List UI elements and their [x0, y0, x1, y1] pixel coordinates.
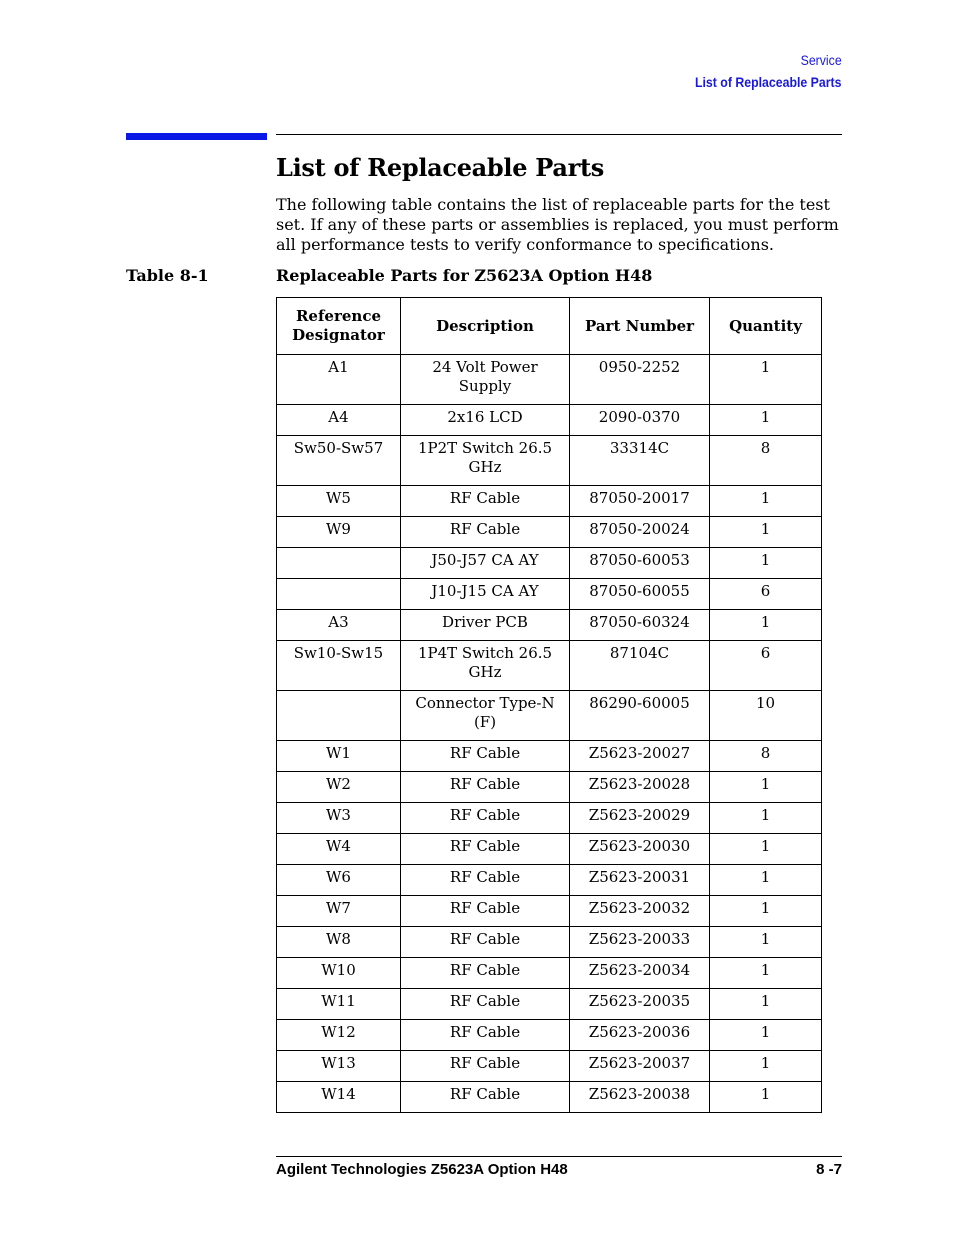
table-row: [277, 355, 822, 405]
parts-table: [276, 297, 822, 1113]
table-row: [277, 989, 822, 1020]
table-row: [277, 803, 822, 834]
table-row: [277, 405, 822, 436]
cell-reference: [277, 579, 401, 610]
cell-reference: Sw50-Sw57: [277, 436, 401, 486]
cell-reference: W5: [277, 486, 401, 517]
cell-description: RF Cable: [401, 803, 570, 834]
cell-quantity: 8: [710, 741, 822, 772]
cell-quantity: 1: [710, 834, 822, 865]
cell-reference: W2: [277, 772, 401, 803]
cell-part-number: Z5623-20030: [570, 834, 710, 865]
table-row: [277, 610, 822, 641]
cell-quantity: 1: [710, 927, 822, 958]
cell-description: 1P4T Switch 26.5 GHz: [401, 641, 570, 691]
cell-quantity: 8: [710, 436, 822, 486]
cell-part-number: Z5623-20038: [570, 1082, 710, 1113]
cell-part-number: Z5623-20037: [570, 1051, 710, 1082]
cell-quantity: 1: [710, 896, 822, 927]
cell-part-number: 87050-60324: [570, 610, 710, 641]
cell-description: Connector Type-N (F): [401, 691, 570, 741]
accent-bar: [126, 133, 267, 140]
cell-part-number: Z5623-20029: [570, 803, 710, 834]
header-section-link[interactable]: Service: [800, 52, 842, 68]
cell-description: RF Cable: [401, 772, 570, 803]
page-title: List of Replaceable Parts: [276, 153, 604, 182]
table-row: [277, 834, 822, 865]
cell-reference: W10: [277, 958, 401, 989]
cell-reference: W7: [277, 896, 401, 927]
cell-part-number: 87104C: [570, 641, 710, 691]
cell-reference: [277, 691, 401, 741]
cell-description: RF Cable: [401, 896, 570, 927]
cell-part-number: 86290-60005: [570, 691, 710, 741]
cell-description: 24 Volt Power Supply: [401, 355, 570, 405]
cell-reference: Sw10-Sw15: [277, 641, 401, 691]
cell-quantity: 1: [710, 865, 822, 896]
table-row: [277, 579, 822, 610]
cell-reference: W14: [277, 1082, 401, 1113]
cell-reference: W1: [277, 741, 401, 772]
cell-description: RF Cable: [401, 741, 570, 772]
table-row: [277, 691, 822, 741]
cell-quantity: 1: [710, 548, 822, 579]
cell-reference: W8: [277, 927, 401, 958]
table-row: [277, 741, 822, 772]
cell-description: RF Cable: [401, 958, 570, 989]
cell-reference: W3: [277, 803, 401, 834]
cell-description: RF Cable: [401, 989, 570, 1020]
cell-reference: [277, 548, 401, 579]
cell-quantity: 10: [710, 691, 822, 741]
table-row: [277, 641, 822, 691]
cell-quantity: 1: [710, 772, 822, 803]
cell-quantity: 6: [710, 579, 822, 610]
table-row: [277, 896, 822, 927]
table-row: [277, 517, 822, 548]
cell-reference: W13: [277, 1051, 401, 1082]
cell-quantity: 6: [710, 641, 822, 691]
table-row: [277, 1051, 822, 1082]
cell-part-number: Z5623-20036: [570, 1020, 710, 1051]
cell-description: J50-J57 CA AY: [401, 548, 570, 579]
cell-reference: W4: [277, 834, 401, 865]
cell-part-number: Z5623-20035: [570, 989, 710, 1020]
cell-description: RF Cable: [401, 486, 570, 517]
cell-quantity: 1: [710, 989, 822, 1020]
cell-description: RF Cable: [401, 834, 570, 865]
table-row: [277, 958, 822, 989]
bottom-rule: [276, 1156, 842, 1157]
cell-description: RF Cable: [401, 1082, 570, 1113]
cell-quantity: 1: [710, 355, 822, 405]
cell-reference: W11: [277, 989, 401, 1020]
table-row: [277, 1082, 822, 1113]
cell-part-number: Z5623-20027: [570, 741, 710, 772]
table-header-row: [277, 298, 822, 355]
table-row: [277, 436, 822, 486]
cell-reference: A3: [277, 610, 401, 641]
cell-quantity: 1: [710, 405, 822, 436]
cell-reference: W9: [277, 517, 401, 548]
cell-reference: W6: [277, 865, 401, 896]
table-row: [277, 772, 822, 803]
cell-quantity: 1: [710, 958, 822, 989]
cell-description: RF Cable: [401, 865, 570, 896]
page-number: 8 -7: [816, 1161, 842, 1178]
cell-part-number: Z5623-20031: [570, 865, 710, 896]
intro-text: The following table contains the list of replaceable parts for the test set. If any of these parts or assemblies is replaced, you must perform all performance tests to verify conformance to specifications.: [276, 195, 839, 254]
cell-part-number: 33314C: [570, 436, 710, 486]
cell-quantity: 1: [710, 1051, 822, 1082]
cell-description: RF Cable: [401, 1051, 570, 1082]
cell-quantity: 1: [710, 486, 822, 517]
cell-quantity: 1: [710, 803, 822, 834]
column-header-quantity: Quantity: [710, 298, 822, 355]
cell-quantity: 1: [710, 1082, 822, 1113]
cell-part-number: 0950-2252: [570, 355, 710, 405]
table-label: Table 8-1: [126, 266, 209, 285]
cell-reference: A4: [277, 405, 401, 436]
cell-part-number: Z5623-20033: [570, 927, 710, 958]
cell-part-number: 87050-60053: [570, 548, 710, 579]
header-subtitle-link[interactable]: List of Replaceable Parts: [695, 74, 842, 90]
cell-quantity: 1: [710, 610, 822, 641]
cell-description: 1P2T Switch 26.5 GHz: [401, 436, 570, 486]
cell-description: RF Cable: [401, 927, 570, 958]
table-caption: Replaceable Parts for Z5623A Option H48: [276, 266, 653, 285]
cell-description: RF Cable: [401, 1020, 570, 1051]
column-header-part-number: Part Number: [570, 298, 710, 355]
cell-part-number: 2090-0370: [570, 405, 710, 436]
footer-title: Agilent Technologies Z5623A Option H48: [276, 1161, 568, 1178]
table-row: [277, 865, 822, 896]
top-rule: [276, 134, 842, 135]
table-row: [277, 927, 822, 958]
cell-description: 2x16 LCD: [401, 405, 570, 436]
cell-part-number: 87050-20024: [570, 517, 710, 548]
cell-quantity: 1: [710, 1020, 822, 1051]
table-row: [277, 1020, 822, 1051]
cell-reference: W12: [277, 1020, 401, 1051]
table-row: [277, 486, 822, 517]
cell-description: J10-J15 CA AY: [401, 579, 570, 610]
cell-reference: A1: [277, 355, 401, 405]
cell-part-number: Z5623-20034: [570, 958, 710, 989]
cell-quantity: 1: [710, 517, 822, 548]
column-header-description: Description: [401, 298, 570, 355]
cell-part-number: 87050-20017: [570, 486, 710, 517]
cell-description: RF Cable: [401, 517, 570, 548]
cell-part-number: 87050-60055: [570, 579, 710, 610]
column-header-reference: Reference Designator: [277, 298, 401, 355]
cell-description: Driver PCB: [401, 610, 570, 641]
intro-paragraph: [276, 195, 844, 255]
table-row: [277, 548, 822, 579]
cell-part-number: Z5623-20032: [570, 896, 710, 927]
cell-part-number: Z5623-20028: [570, 772, 710, 803]
